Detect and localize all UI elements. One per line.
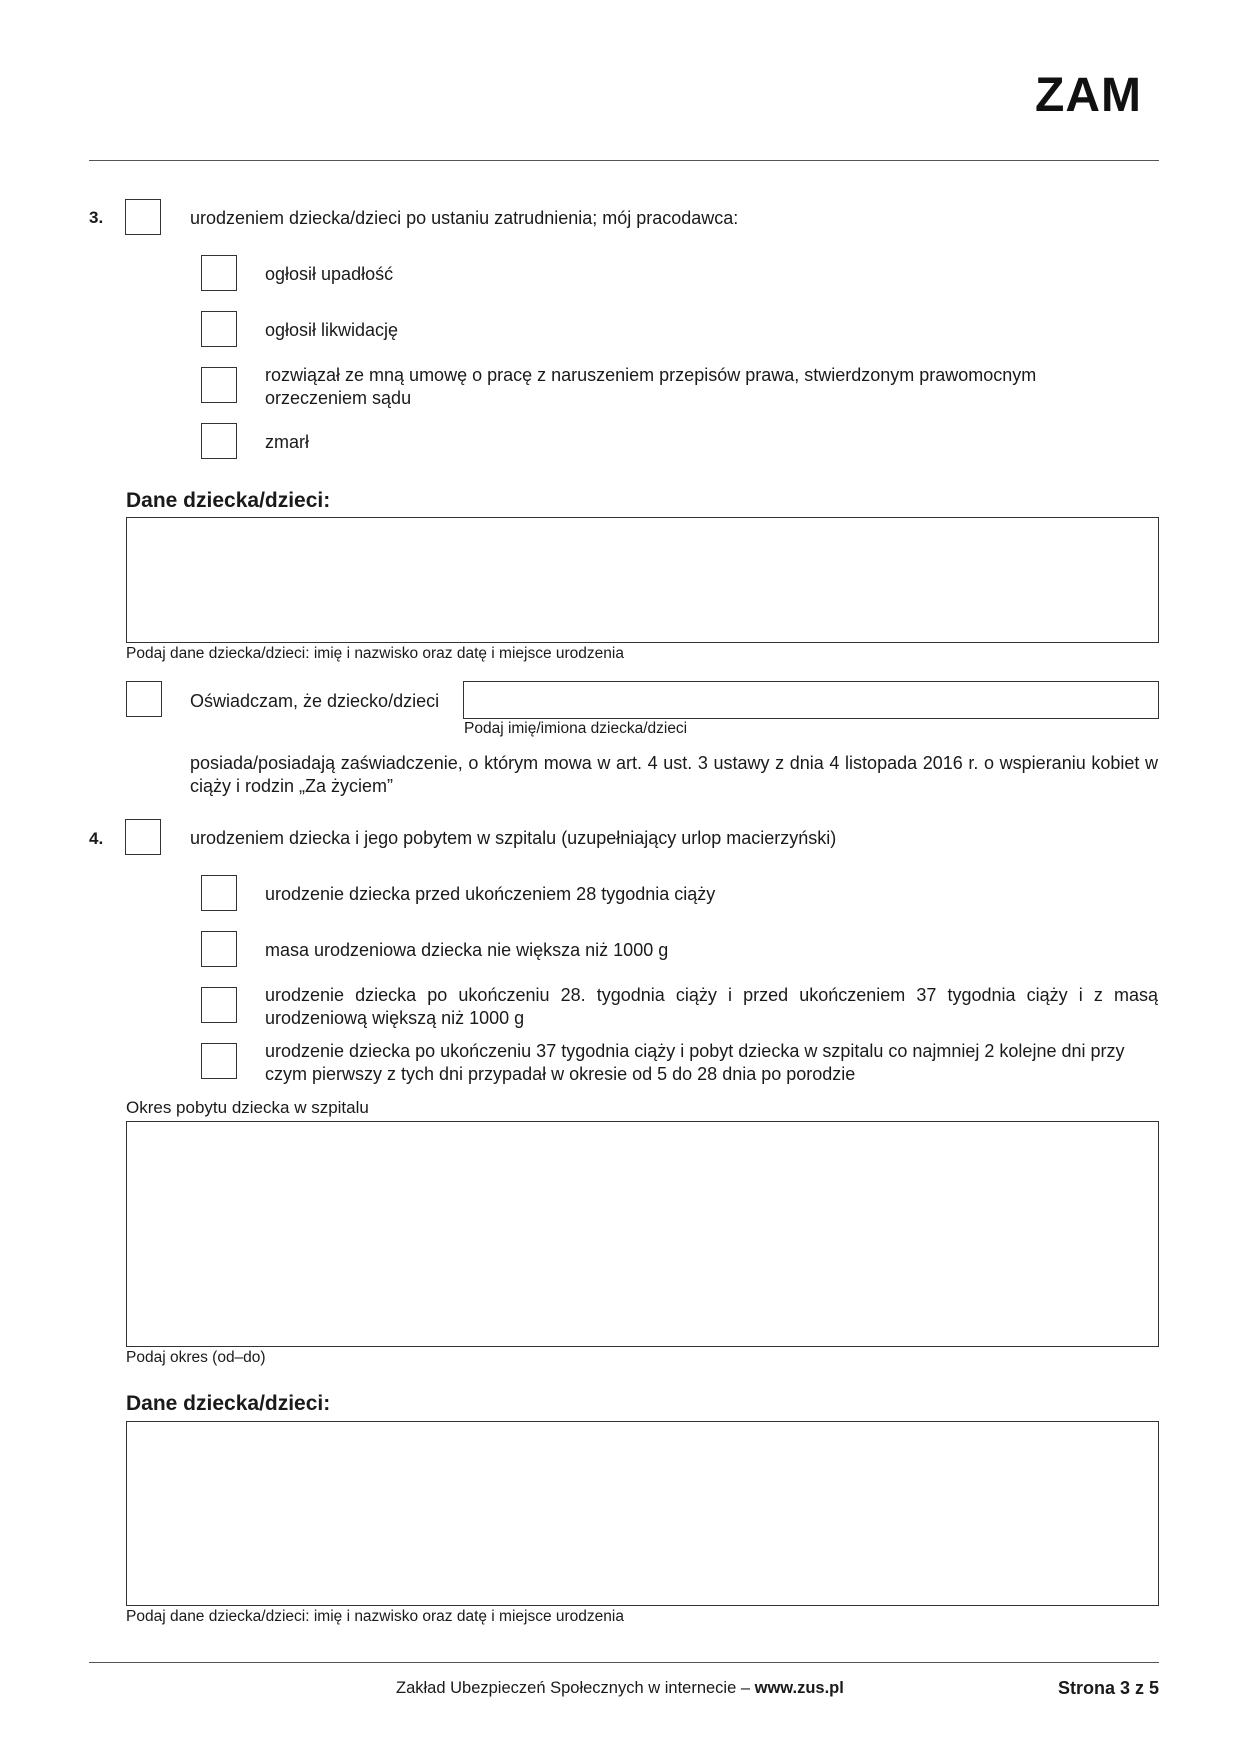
section-4-label: urodzeniem dziecka i jego pobytem w szpitalu (uzupełniający urlop macierzyński) bbox=[190, 828, 837, 848]
footer-url-link[interactable]: www.zus.pl bbox=[754, 1679, 844, 1697]
option-28-to-37-weeks-checkbox[interactable] bbox=[201, 987, 237, 1023]
section-4-checkbox[interactable] bbox=[125, 819, 161, 855]
option-bankruptcy-checkbox[interactable] bbox=[201, 255, 237, 291]
hospital-period-field[interactable] bbox=[126, 1121, 1159, 1347]
page-number: Strona 3 z 5 bbox=[1057, 1678, 1159, 1698]
option-28-to-37-weeks-label: urodzenie dziecka po ukończeniu 28. tygodnia ciąży i przed ukończeniem 37 tygodnia ciąży i z masą urodzeniową większą niż 1000 g bbox=[265, 985, 1158, 1028]
option-after-37-weeks-hospital-label: urodzenie dziecka po ukończeniu 37 tygodnia ciąży i pobyt dziecka w szpitalu co najmniej 2 kolejne dni przy czym pierwszy z tych dni przypadał w okresie od 5 do 28 dnia po porodzie bbox=[265, 1041, 1125, 1084]
header-divider bbox=[89, 160, 1159, 161]
option-liquidation-label: ogłosił likwidację bbox=[265, 320, 399, 340]
section-3-number: 3. bbox=[89, 208, 104, 227]
section-3-child-data-title: Dane dziecka/dzieci: bbox=[126, 489, 331, 512]
option-low-birth-weight-label: masa urodzeniowa dziecka nie większa niż 1000 g bbox=[265, 940, 669, 960]
option-employer-died-checkbox[interactable] bbox=[201, 423, 237, 459]
option-after-37-weeks-hospital-checkbox[interactable] bbox=[201, 1043, 237, 1079]
option-unlawful-termination-checkbox[interactable] bbox=[201, 367, 237, 403]
declaration-children-names-hint: Podaj imię/imiona dziecka/dzieci bbox=[464, 720, 688, 737]
declaration-children-names-field[interactable] bbox=[463, 681, 1159, 719]
option-employer-died-label: zmarł bbox=[265, 432, 309, 452]
option-before-28-weeks-checkbox[interactable] bbox=[201, 875, 237, 911]
section-3-child-data-hint: Podaj dane dziecka/dzieci: imię i nazwisko oraz datę i miejsce urodzenia bbox=[126, 645, 624, 662]
option-bankruptcy-label: ogłosił upadłość bbox=[265, 264, 394, 284]
option-unlawful-termination-label: rozwiązał ze mną umowę o pracę z naruszeniem przepisów prawa, stwierdzonym prawomocnym orzeczeniem sądu bbox=[265, 365, 1037, 408]
form-code: ZAM bbox=[1035, 69, 1142, 122]
option-low-birth-weight-checkbox[interactable] bbox=[201, 931, 237, 967]
section-3-checkbox[interactable] bbox=[125, 199, 161, 235]
footer-label: Zakład Ubezpieczeń Społecznych w internecie – bbox=[396, 1679, 755, 1697]
declaration-text: posiada/posiadają zaświadczenie, o którym mowa w art. 4 ust. 3 ustawy z dnia 4 listopada 2016 r. o wspieraniu kobiet w ciąży i rodzin „Za życiem” bbox=[190, 753, 1158, 796]
declaration-label: Oświadczam, że dziecko/dzieci bbox=[190, 691, 440, 711]
section-3-label: urodzeniem dziecka/dzieci po ustaniu zatrudnienia; mój pracodawca: bbox=[190, 208, 739, 228]
option-liquidation-checkbox[interactable] bbox=[201, 311, 237, 347]
section-3-child-data-field[interactable] bbox=[126, 517, 1159, 643]
hospital-period-title: Okres pobytu dziecka w szpitalu bbox=[126, 1098, 369, 1117]
section-4-child-data-title: Dane dziecka/dzieci: bbox=[126, 1392, 331, 1415]
footer-text bbox=[396, 1679, 844, 1698]
footer-divider bbox=[89, 1662, 1159, 1663]
declaration-checkbox[interactable] bbox=[126, 681, 162, 717]
option-before-28-weeks-label: urodzenie dziecka przed ukończeniem 28 tygodnia ciąży bbox=[265, 884, 716, 904]
hospital-period-hint: Podaj okres (od–do) bbox=[126, 1349, 266, 1366]
section-4-number: 4. bbox=[89, 829, 104, 848]
section-4-child-data-hint: Podaj dane dziecka/dzieci: imię i nazwisko oraz datę i miejsce urodzenia bbox=[126, 1608, 624, 1625]
section-4-child-data-field[interactable] bbox=[126, 1421, 1159, 1606]
